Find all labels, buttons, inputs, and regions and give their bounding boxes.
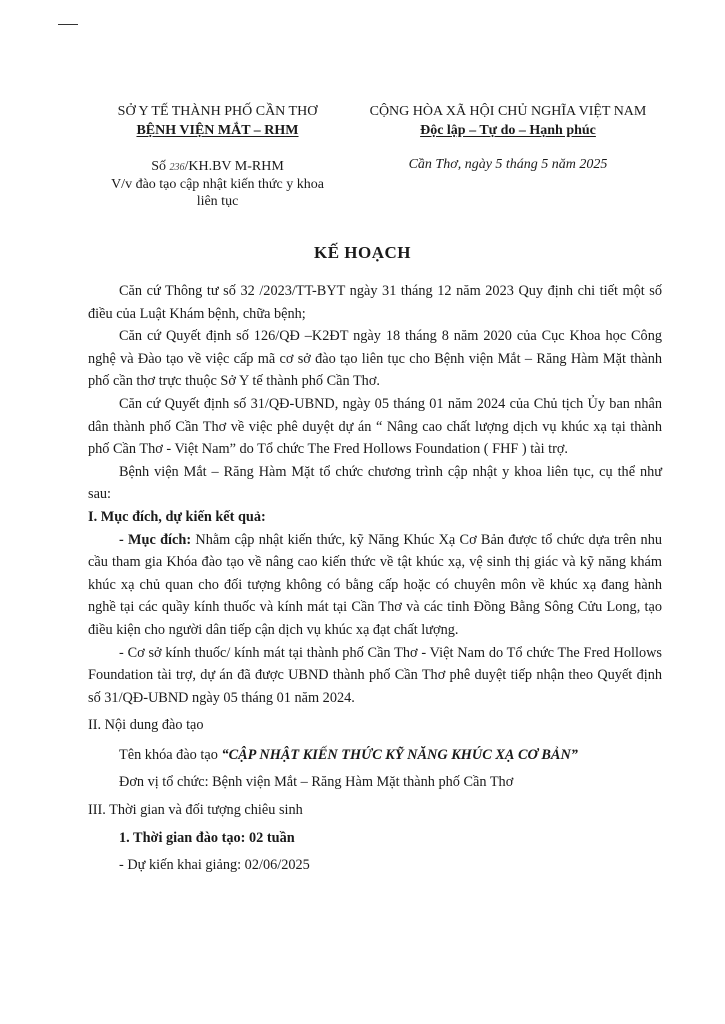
training-duration: 1. Thời gian đào tạo: 02 tuần <box>119 829 295 846</box>
intro-paragraph: Bệnh viện Mắt – Răng Hàm Mặt tổ chức chương trình cập nhật y khoa liên tục, cụ thể như sau: <box>88 463 662 503</box>
legal-basis-3: Căn cứ Quyết định số 31/QĐ-UBND, ngày 05 tháng 01 năm 2024 của Chủ tịch Ủy ban nhân dân thành phố Cần Thơ về việc phê duyệt dự án “ Nâng cao chất lượng dịch vụ khúc xạ tại thành phố Cần Thơ - Việt Nam” do Tổ chức The Fred Hollows Foundation ( FHF ) tài trợ. <box>88 395 662 458</box>
document-subject-line1: V/v đào tạo cập nhật kiến thức y khoa <box>111 177 324 192</box>
purpose-text: Nhằm cập nhật kiến thức, kỹ Năng Khúc Xạ Cơ Bản được tổ chức dựa trên nhu cầu tham gia Khóa đào tạo về nâng cao kiến thức về tật khúc xạ, vệ sinh thị giác và kỹ năng khám khúc xạ chủ quan cho đối tượng không có bằng cấp hoặc có chuyên môn về khúc xạ đang hành nghề tại các quầy kính thuốc và kính mát tại Cần Thơ và các tỉnh Đồng Bằng Sông Cửu Long, tạo điều kiện cho người dân tiếp cận dịch vụ khúc xạ đạt chất lượng. <box>88 531 663 638</box>
document-subject-line2: liên tục <box>196 194 239 209</box>
opening-date: - Dự kiến khai giảng: 02/06/2025 <box>119 857 310 874</box>
document-date: Cần Thơ, ngày 5 tháng 5 năm 2025 <box>408 157 608 172</box>
course-name: “CẬP NHẬT KIẾN THỨC KỸ NĂNG KHÚC XẠ CƠ BẢN” <box>221 746 578 763</box>
section-2-heading: II. Nội dung đào tạo <box>88 717 204 734</box>
top-dash-mark <box>58 24 78 25</box>
section-3-heading: III. Thời gian và đối tượng chiêu sinh <box>88 802 303 819</box>
national-header <box>348 102 668 140</box>
course-label: Tên khóa đào tạo <box>119 746 222 763</box>
section-1-heading: I. Mục đích, dự kiến kết quả: <box>88 508 266 525</box>
sponsor-paragraph: - Cơ sở kính thuốc/ kính mát tại thành phố Cần Thơ - Việt Nam do Tổ chức The Fred Hollows Foundation tài trợ, dự án đã được UBND thành phố Cần Thơ phê duyệt tiếp nhận theo Quyết định số 31/QĐ-UBND ngày 05 tháng 01 năm 2024. <box>88 644 662 706</box>
national-title: CỘNG HÒA XÃ HỘI CHỦ NGHĨA VIỆT NAM <box>369 104 647 119</box>
legal-basis-2: Căn cứ Quyết định số 126/QĐ –K2ĐT ngày 18 tháng 8 năm 2020 của Cục Khoa học Công nghệ và Đào tạo về việc cấp mã cơ sở đào tạo liên tục cho Bệnh viện Mắt – Răng Hàm Mặt thành phố cần thơ trực thuộc Sở Y tế thành phố Cần Thơ. <box>88 328 662 390</box>
issuer-hospital: BỆNH VIỆN MẮT – RHM <box>136 123 299 138</box>
purpose-paragraph <box>88 529 662 642</box>
page-title: KẾ HOẠCH <box>313 243 412 262</box>
organizer-line: Đơn vị tổ chức: Bệnh viện Mắt – Răng Hàm Mặt thành phố Cần Thơ <box>119 774 514 791</box>
course-title-line <box>88 744 662 767</box>
document-number: Số 236/KH.BV M-RHM <box>151 159 284 174</box>
handwritten-number: 236 <box>169 162 185 173</box>
legal-basis-1: Căn cứ Thông tư số 32 /2023/TT-BYT ngày 31 tháng 12 năm 2023 Quy định chi tiết một số điều của Luật Khám bệnh, chữa bệnh; <box>88 283 662 322</box>
purpose-label: - Mục đích: <box>119 531 192 548</box>
document-reference <box>95 158 340 210</box>
document-body <box>88 280 662 877</box>
issuer-department: SỞ Y TẾ THÀNH PHỐ CẦN THƠ <box>117 104 318 119</box>
issuer-header <box>95 102 340 140</box>
national-motto: Độc lập – Tự do – Hạnh phúc <box>420 123 596 138</box>
